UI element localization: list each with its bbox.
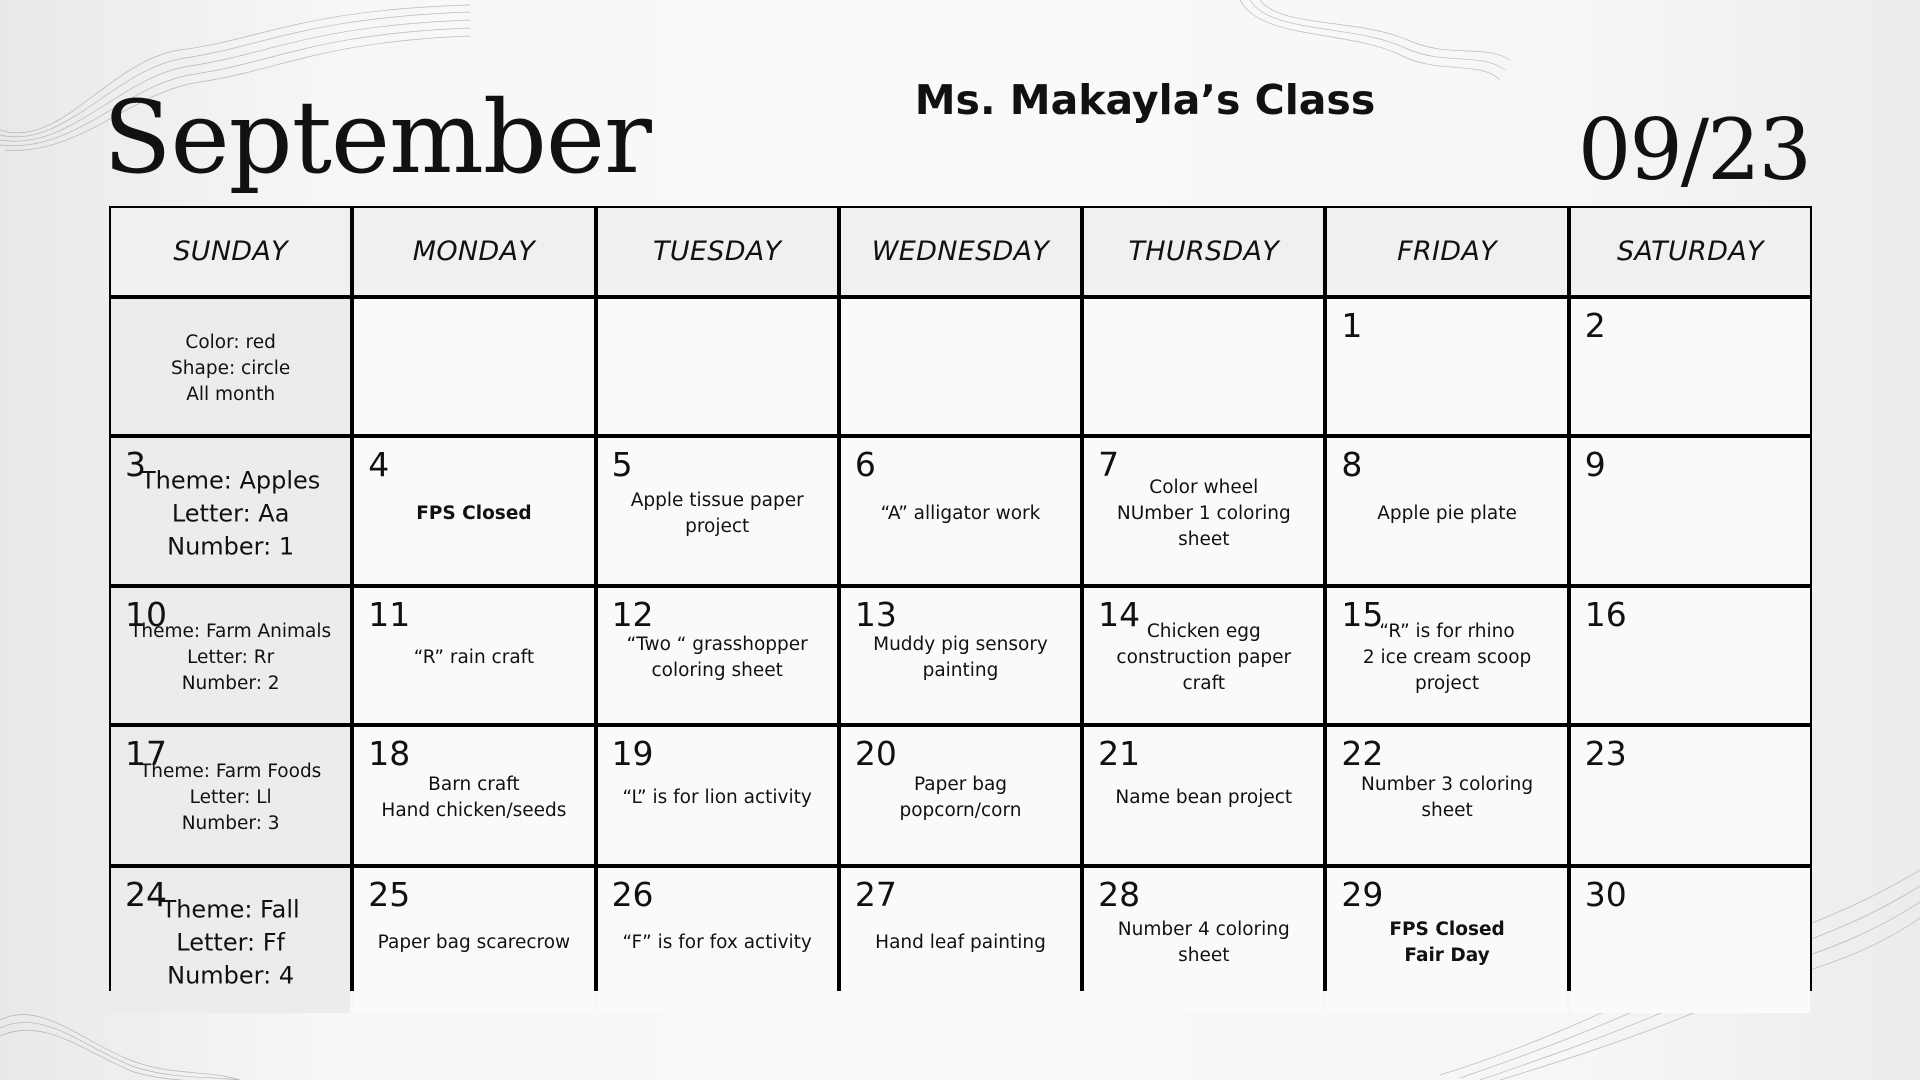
activity-line: Letter: Rr	[187, 647, 275, 669]
weekday-header	[111, 208, 350, 295]
activity-line: Apple tissue paper	[630, 489, 804, 511]
date-code: 09/23	[1577, 101, 1810, 199]
day-cell	[841, 727, 1080, 864]
activity-line: Apple pie plate	[1377, 502, 1517, 524]
day-cell	[1571, 727, 1810, 864]
activity-line: Theme: Fall	[161, 895, 300, 924]
activity-line: construction paper	[1116, 647, 1292, 669]
day-number: 17	[125, 734, 167, 773]
day-cell	[1084, 438, 1323, 584]
day-cell	[598, 588, 837, 723]
day-cell	[111, 588, 350, 723]
activity-line: “R” rain craft	[413, 647, 535, 669]
activity-line: “Two “ grasshopper	[626, 634, 808, 656]
day-activity	[360, 772, 587, 824]
calendar-grid	[109, 206, 1812, 991]
activity-line: Name bean project	[1115, 787, 1293, 809]
day-activity	[1333, 619, 1560, 697]
day-number: 25	[368, 875, 411, 914]
activity-line: sheet	[1178, 945, 1230, 967]
day-cell	[598, 868, 837, 1013]
weekday-header	[1571, 208, 1810, 295]
day-activity	[360, 501, 587, 527]
activity-line: project	[685, 515, 750, 537]
activity-line: “R” is for rhino	[1379, 621, 1515, 643]
day-cell	[1327, 727, 1566, 864]
weekday-header	[1084, 208, 1323, 295]
day-number: 5	[611, 445, 633, 484]
day-cell	[1084, 299, 1323, 434]
day-cell	[111, 868, 350, 1013]
day-cell	[1571, 868, 1810, 1013]
day-activity	[1333, 772, 1560, 824]
day-number: 9	[1584, 445, 1606, 484]
day-activity	[1333, 501, 1560, 527]
day-activity	[847, 772, 1074, 824]
day-number: 28	[1098, 875, 1141, 914]
day-cell	[1571, 299, 1810, 434]
weekday-label: SATURDAY	[1616, 236, 1764, 267]
weekday-label: TUESDAY	[653, 236, 782, 267]
activity-line: “L” is for lion activity	[622, 787, 812, 809]
day-number: 26	[611, 875, 654, 914]
day-cell	[354, 727, 593, 864]
activity-line: Paper bag scarecrow	[377, 932, 571, 954]
day-cell	[841, 868, 1080, 1013]
day-number: 2	[1584, 306, 1606, 345]
activity-line: Theme: Apples	[140, 466, 321, 495]
day-activity	[847, 930, 1074, 956]
day-number: 13	[854, 595, 897, 634]
activity-line: craft	[1182, 673, 1226, 695]
day-cell	[1327, 438, 1566, 584]
activity-line: FPS Closed	[416, 502, 532, 524]
day-cell	[841, 588, 1080, 723]
day-number: 16	[1584, 595, 1627, 634]
day-activity	[847, 501, 1074, 527]
activity-line: 2 ice cream scoop	[1362, 647, 1532, 669]
weekday-label: SUNDAY	[173, 236, 288, 267]
activity-line: sheet	[1421, 800, 1473, 822]
day-activity	[1090, 475, 1317, 553]
day-activity	[604, 785, 831, 811]
weekday-header	[841, 208, 1080, 295]
activity-line: Number: 4	[167, 961, 295, 990]
day-cell	[1084, 588, 1323, 723]
activity-line: Letter: Ll	[189, 787, 272, 809]
activity-line: sheet	[1178, 528, 1230, 550]
weekday-label: MONDAY	[412, 236, 536, 267]
day-cell	[111, 299, 350, 434]
activity-line: Barn craft	[428, 774, 520, 796]
day-cell	[354, 868, 593, 1013]
day-number: 30	[1584, 875, 1627, 914]
activity-line: Muddy pig sensory	[873, 634, 1048, 656]
day-cell	[354, 588, 593, 723]
day-number: 22	[1341, 734, 1384, 773]
day-activity	[117, 759, 344, 837]
day-number: 23	[1584, 734, 1627, 773]
wave-decoration-top-center	[1230, 0, 1510, 80]
day-activity	[117, 619, 344, 697]
activity-line: NUmber 1 coloring	[1116, 502, 1291, 524]
day-number: 19	[611, 734, 654, 773]
activity-line: Hand leaf painting	[875, 932, 1046, 954]
activity-line: Letter: Aa	[171, 499, 290, 528]
day-number: 29	[1341, 875, 1384, 914]
day-cell	[1084, 727, 1323, 864]
day-number: 12	[611, 595, 654, 634]
activity-line: “A” alligator work	[880, 502, 1041, 524]
day-cell	[111, 438, 350, 584]
activity-line: Chicken egg	[1146, 621, 1261, 643]
day-number: 3	[125, 445, 146, 484]
day-activity	[1090, 917, 1317, 969]
day-activity	[1090, 785, 1317, 811]
day-activity	[1090, 619, 1317, 697]
day-cell	[111, 727, 350, 864]
day-activity	[604, 930, 831, 956]
activity-line: popcorn/corn	[899, 800, 1022, 822]
activity-line: Number: 1	[167, 532, 295, 561]
activity-line: project	[1414, 673, 1480, 695]
day-activity	[604, 632, 831, 684]
day-cell	[1084, 868, 1323, 1013]
weekday-label: FRIDAY	[1397, 236, 1497, 267]
activity-line: FPS Closed	[1389, 919, 1505, 941]
activity-line: Theme: Farm Animals	[130, 621, 332, 643]
day-cell	[841, 299, 1080, 434]
day-number: 14	[1098, 595, 1141, 634]
weekday-label: WEDNESDAY	[871, 236, 1050, 267]
day-number: 10	[125, 595, 167, 634]
weekday-header	[354, 208, 593, 295]
activity-line: Hand chicken/seeds	[381, 800, 567, 822]
day-activity	[360, 645, 587, 671]
day-number: 11	[368, 595, 411, 634]
day-cell	[1571, 438, 1810, 584]
activity-line: All month	[186, 384, 276, 406]
day-activity	[360, 930, 587, 956]
day-activity	[117, 894, 344, 993]
activity-line: Number 3 coloring	[1361, 774, 1534, 796]
activity-line: coloring sheet	[651, 660, 783, 682]
day-number: 18	[368, 734, 411, 773]
activity-line: Number 4 coloring	[1117, 919, 1290, 941]
day-cell	[354, 299, 593, 434]
day-number: 1	[1341, 306, 1363, 345]
class-title: Ms. Makayla’s Class	[914, 76, 1376, 124]
day-number: 15	[1341, 595, 1384, 634]
day-cell	[1327, 588, 1566, 723]
day-cell	[1327, 868, 1566, 1013]
activity-line: Color: red	[185, 332, 276, 354]
activity-line: Paper bag	[913, 774, 1008, 796]
day-number: 4	[368, 445, 390, 484]
day-activity	[117, 330, 344, 408]
day-cell	[1327, 299, 1566, 434]
day-activity	[1333, 917, 1560, 969]
day-cell	[598, 438, 837, 584]
day-cell	[598, 299, 837, 434]
activity-line: painting	[922, 660, 999, 682]
day-number: 6	[854, 445, 876, 484]
day-activity	[604, 488, 831, 540]
day-number: 8	[1341, 445, 1363, 484]
activity-line: Shape: circle	[171, 358, 291, 380]
day-cell	[841, 438, 1080, 584]
month-title: September	[103, 79, 651, 196]
activity-line: Number: 2	[181, 673, 280, 695]
weekday-label: THURSDAY	[1128, 236, 1280, 267]
day-activity	[847, 632, 1074, 684]
day-activity	[117, 464, 344, 563]
day-number: 7	[1098, 445, 1120, 484]
day-cell	[354, 438, 593, 584]
day-cell	[598, 727, 837, 864]
weekday-header	[1327, 208, 1566, 295]
activity-line: Letter: Ff	[176, 928, 285, 957]
day-number: 21	[1098, 734, 1141, 773]
activity-line: Theme: Farm Foods	[139, 761, 322, 783]
day-cell	[1571, 588, 1810, 723]
activity-line: Number: 3	[181, 813, 280, 835]
day-number: 24	[125, 875, 167, 914]
activity-line: “F” is for fox activity	[622, 932, 812, 954]
activity-line: Fair Day	[1404, 945, 1490, 967]
activity-line: Color wheel	[1149, 476, 1259, 498]
day-number: 27	[854, 875, 897, 914]
weekday-header	[598, 208, 837, 295]
day-number: 20	[854, 734, 897, 773]
